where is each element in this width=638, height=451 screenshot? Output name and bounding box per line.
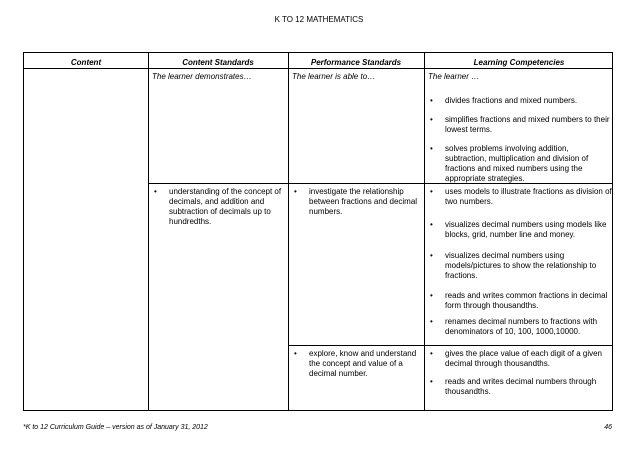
bullet-icon: • — [430, 317, 433, 326]
list-item: uses models to illustrate fractions as division of two numbers. — [445, 187, 612, 206]
bullet-icon: • — [294, 187, 297, 196]
column-divider — [288, 53, 289, 410]
footer-version: *K to 12 Curriculum Guide – version as of January 31, 2012 — [23, 424, 208, 431]
document-header: K TO 12 MATHEMATICS — [274, 15, 364, 24]
column-divider — [424, 53, 425, 410]
list-item: gives the place value of each digit of a given decimal through thousandths. — [445, 349, 602, 368]
list-item: understanding of the concept of decimals, and addition and subtraction of decimals up to hundredths. — [169, 187, 282, 226]
bullet-icon: • — [294, 349, 297, 358]
column-divider — [148, 53, 149, 410]
list-item: explore, know and understand the concept and value of a decimal number. — [309, 349, 417, 378]
curriculum-table — [23, 52, 613, 411]
list-item: reads and writes decimal numbers through thousandths. — [445, 377, 597, 396]
list-item: renames decimal numbers to fractions with denominators of 10, 100, 1000,10000. — [445, 317, 598, 336]
bullet-icon: • — [154, 187, 157, 196]
subheader-standards: The learner demonstrates… — [152, 72, 252, 81]
column-header-standards: Content Standards — [182, 58, 254, 67]
column-header-performance: Performance Standards — [310, 58, 402, 67]
list-item: visualizes decimal numbers using models like blocks, grid, number line and money. — [445, 220, 607, 239]
subheader-performance: The learner is able to… — [292, 72, 376, 81]
list-item: reads and writes common fractions in decimal form through thousandths. — [445, 291, 608, 310]
list-item: solves problems involving addition, subtraction, multiplication and division of fractions and mixed numbers using the appropriate strategies. — [445, 144, 589, 183]
bullet-icon: • — [430, 115, 433, 124]
bullet-icon: • — [430, 187, 433, 196]
column-header-content: Content — [70, 58, 102, 67]
list-item: divides fractions and mixed numbers. — [445, 96, 578, 105]
list-item: investigate the relationship between fractions and decimal numbers. — [309, 187, 418, 216]
list-item: visualizes decimal numbers using models/pictures to show the relationship to fractions. — [445, 251, 597, 280]
subheader-competencies: The learner … — [428, 72, 480, 81]
bullet-icon: • — [430, 349, 433, 358]
bullet-icon: • — [430, 96, 433, 105]
bullet-icon: • — [430, 291, 433, 300]
list-item: simplifies fractions and mixed numbers to their lowest terms. — [445, 115, 610, 134]
bullet-icon: • — [430, 220, 433, 229]
bullet-icon: • — [430, 144, 433, 153]
row-separator — [288, 345, 612, 346]
bullet-icon: • — [430, 251, 433, 260]
header-separator — [24, 68, 612, 69]
bullet-icon: • — [430, 377, 433, 386]
page-number: 46 — [604, 424, 612, 431]
column-header-competencies: Learning Competencies — [473, 58, 565, 67]
